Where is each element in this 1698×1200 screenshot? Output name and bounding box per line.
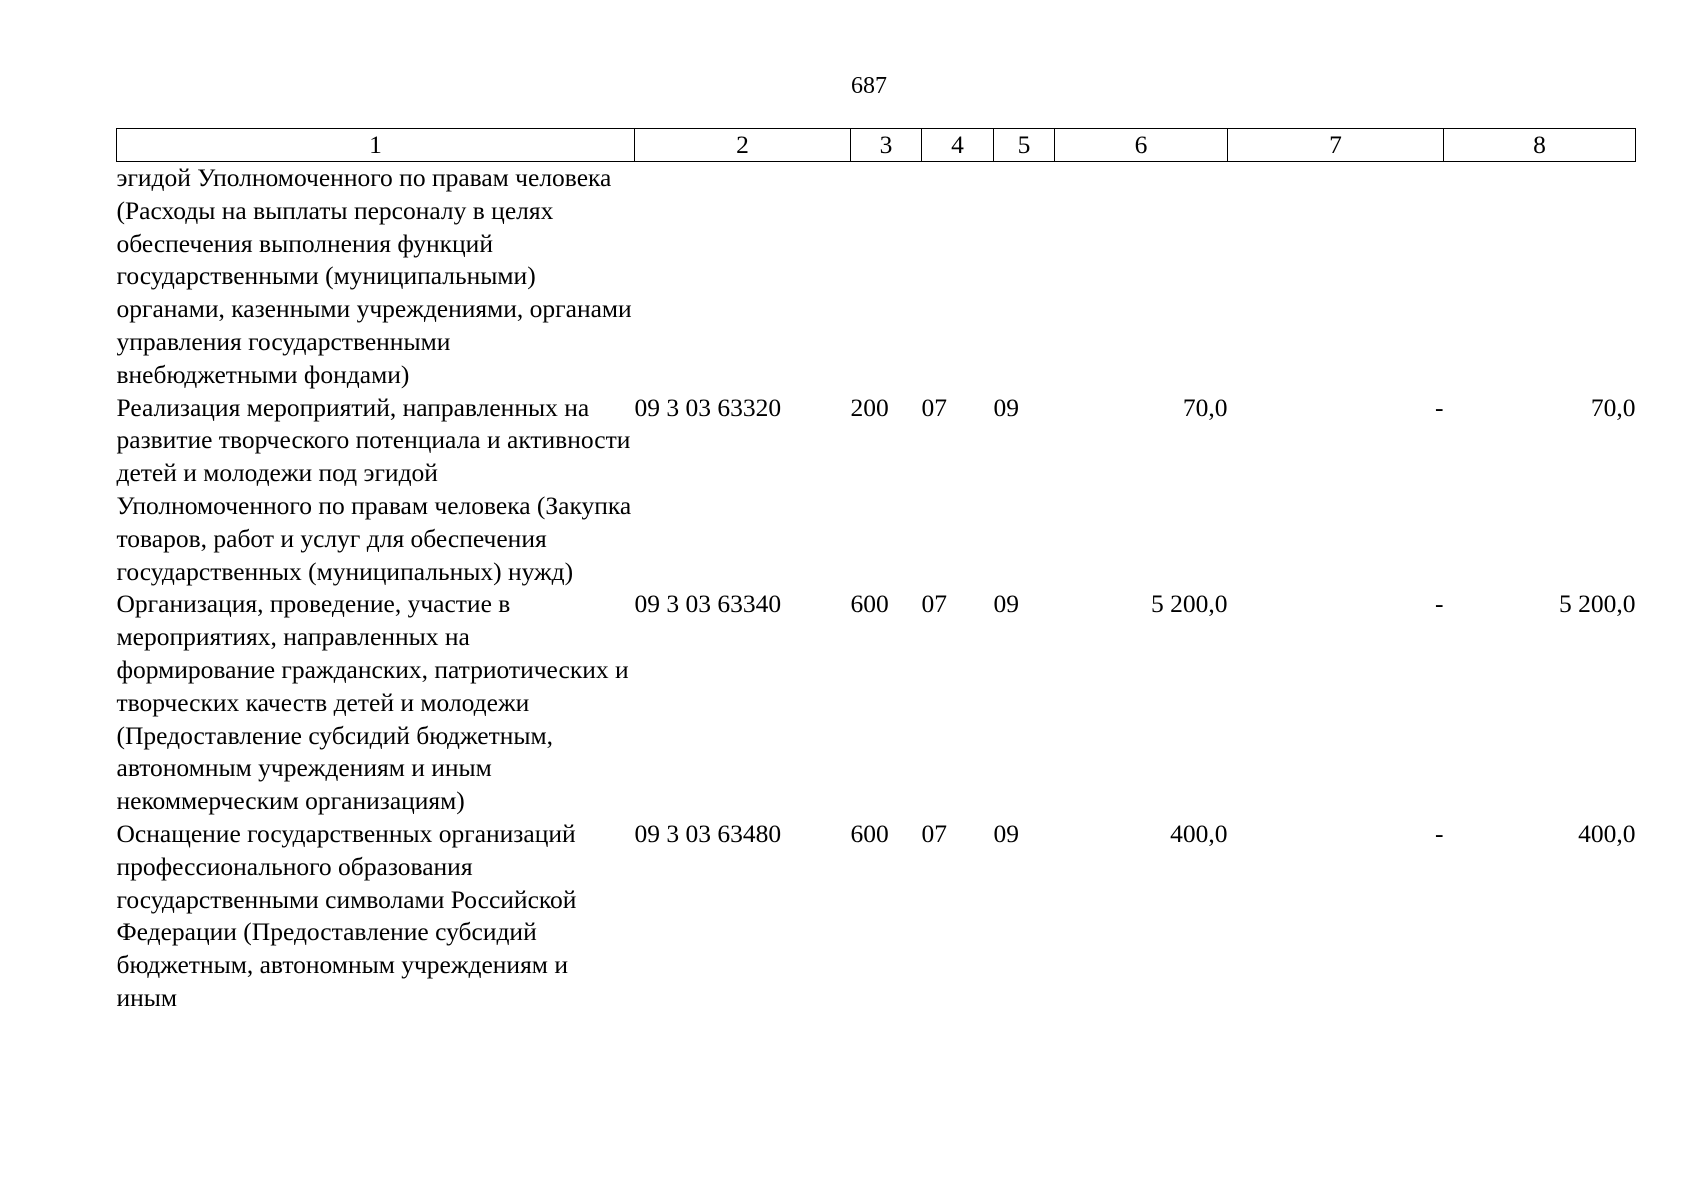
table-row: [117, 588, 1636, 818]
row-description: эгидой Уполномоченного по правам человека (Расходы на выплаты персоналу в целях обеспечения выполнения функций государственными (муниципальными) органами, казенными учреждениями, органами управления государственными внебюджетными фондами): [116, 163, 632, 389]
row-expense-type: [851, 162, 922, 392]
row-amount-7: -: [1435, 589, 1444, 619]
row-target-code: [635, 162, 851, 392]
column-number-header-row: [117, 129, 1636, 162]
table-row: [117, 818, 1636, 1015]
row-section: 07: [921, 818, 947, 848]
row-amount-8: 70,0: [1590, 392, 1636, 422]
row-subsection: 09: [993, 818, 1019, 848]
row-amount-8: 400,0: [1578, 818, 1636, 848]
row-expense-type: 600: [850, 818, 889, 848]
column-header-4: 4: [922, 129, 994, 162]
row-target-code: 09 3 03 63340: [634, 589, 782, 619]
budget-table: [116, 128, 1636, 1015]
row-amount-8: 5 200,0: [1559, 589, 1636, 619]
row-description: Оснащение государственных организаций профессионального образования государственными символами Российской Федерации (Предоставление субсидий бюджетным, автономным учреждениям и иным: [116, 818, 577, 1012]
column-header-6: 6: [1055, 129, 1228, 162]
column-header-3: 3: [851, 129, 922, 162]
row-description: Организация, проведение, участие в мероприятиях, направленных на формирование гражданских, патриотических и творческих качеств детей и молодежи (Предоставление субсидий бюджетным, автономным учреждениям и иным некоммерческим организациям): [116, 589, 629, 816]
column-header-7: 7: [1228, 129, 1444, 162]
table-row: [117, 392, 1636, 589]
row-amount-7: [1228, 162, 1444, 392]
row-amount-7: -: [1435, 818, 1444, 848]
row-amount-8: [1444, 162, 1636, 392]
row-expense-type: 600: [850, 589, 889, 619]
page-number: 687: [851, 73, 887, 99]
row-amount-7: -: [1435, 392, 1444, 422]
row-expense-type: 200: [850, 392, 889, 422]
row-section: 07: [921, 589, 947, 619]
row-subsection: [994, 162, 1055, 392]
row-subsection: 09: [993, 589, 1019, 619]
column-header-1: 1: [117, 129, 635, 162]
row-section: 07: [921, 392, 947, 422]
row-subsection: 09: [993, 392, 1019, 422]
column-header-2: 2: [635, 129, 851, 162]
table-row: [117, 162, 1636, 392]
row-amount-6: 400,0: [1170, 818, 1228, 848]
row-target-code: 09 3 03 63480: [634, 818, 782, 848]
row-amount-6: [1055, 162, 1228, 392]
row-section: [922, 162, 994, 392]
row-amount-6: 5 200,0: [1151, 589, 1228, 619]
column-header-5: 5: [994, 129, 1055, 162]
row-target-code: 09 3 03 63320: [634, 392, 782, 422]
row-amount-6: 70,0: [1182, 392, 1228, 422]
row-description: Реализация мероприятий, направленных на развитие творческого потенциала и активности детей и молодежи под эгидой Уполномоченного по правам человека (Закупка товаров, работ и услуг для обеспечения государственных (муниципальных) нужд): [116, 392, 632, 586]
column-header-8: 8: [1444, 129, 1636, 162]
